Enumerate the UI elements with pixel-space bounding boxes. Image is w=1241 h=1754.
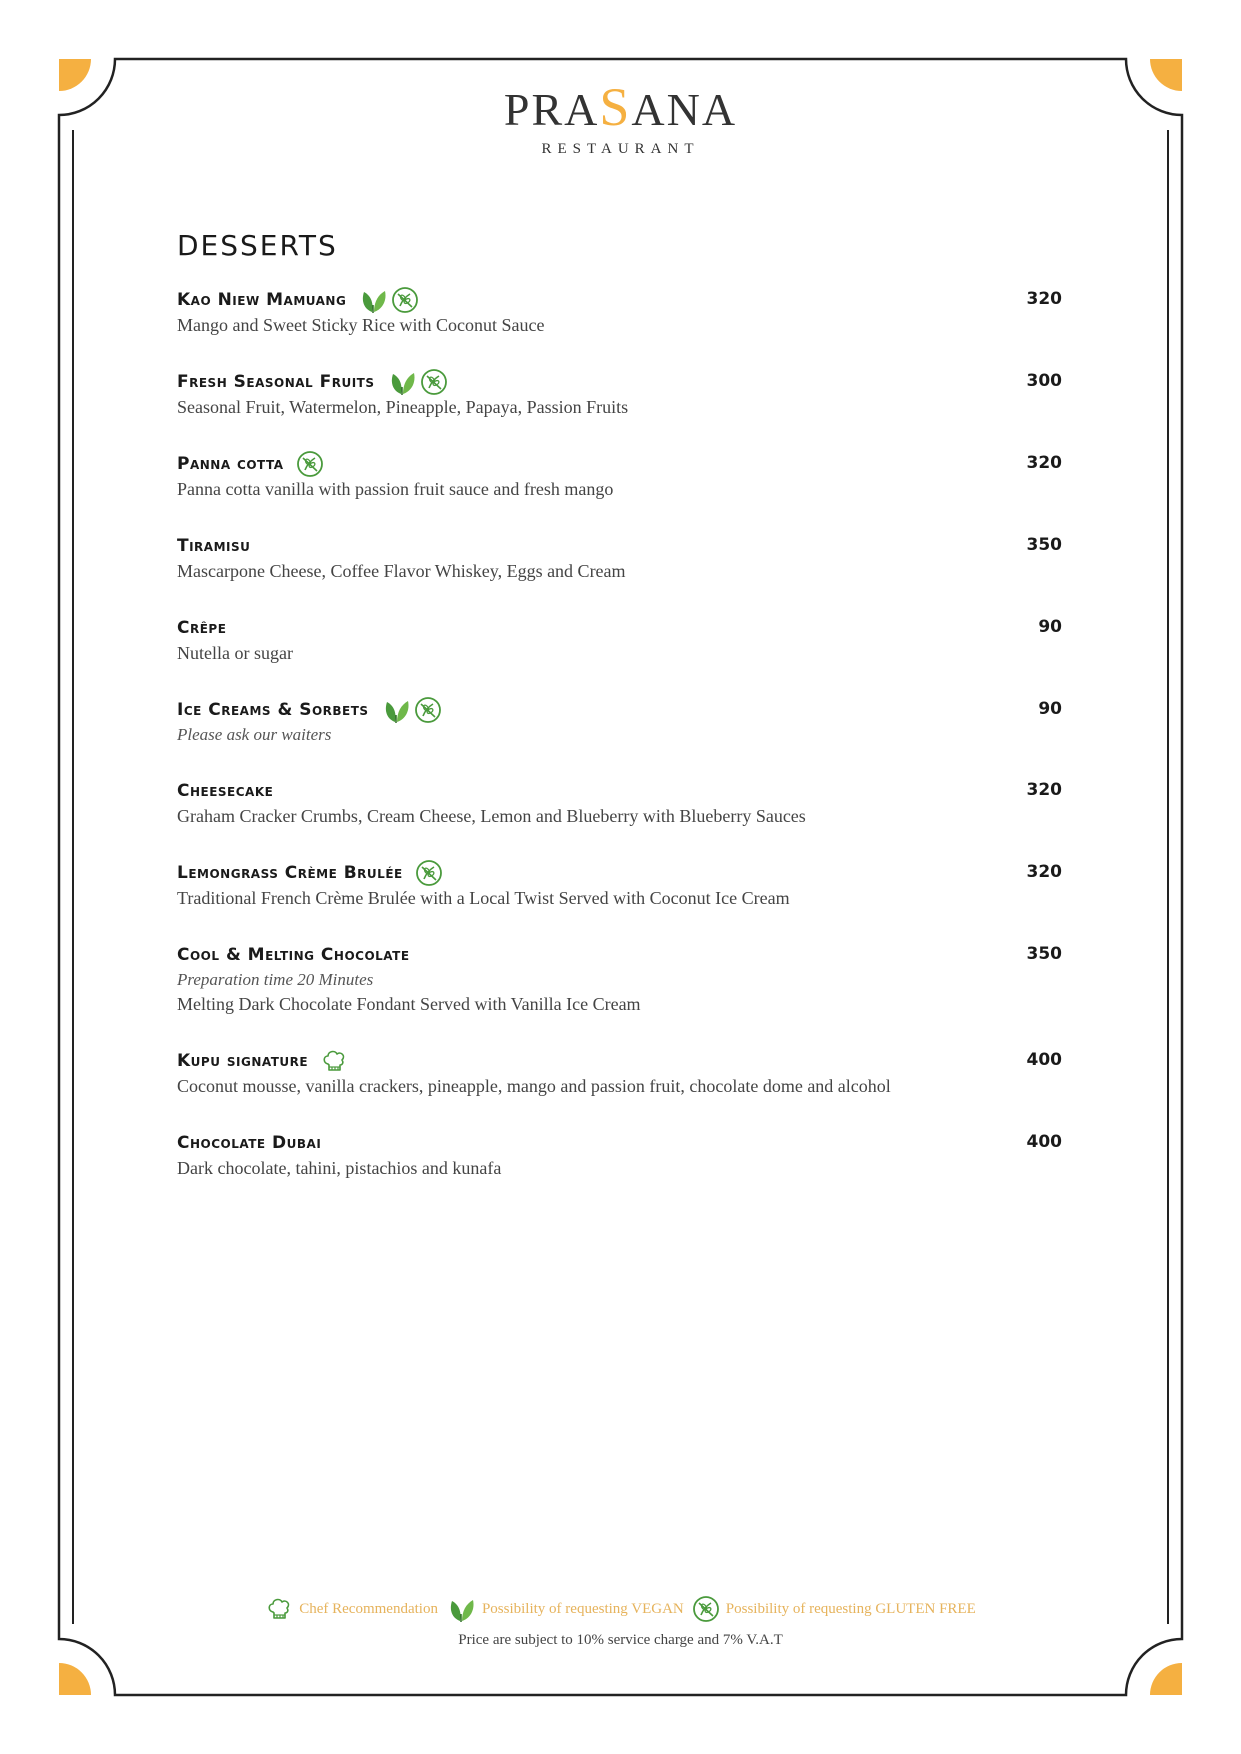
logo-subtitle: RESTAURANT [541,141,700,157]
menu-item-price: 90 [1038,699,1062,719]
menu-item-description: Panna cotta vanilla with passion fruit sauce and fresh mango [177,479,614,499]
menu-item-price: 320 [1026,780,1062,800]
menu-item-header [177,369,1062,395]
logo-part2: ANA [631,84,738,135]
legend-entry [265,1595,438,1623]
menu-item [177,697,1062,747]
menu-item-name: Lemongrass Crème Brulée [177,863,403,883]
menu-item-price: 320 [1026,862,1062,882]
service-charge-note: Price are subject to 10% service charge and 7% V.A.T [458,1632,783,1648]
chef-hat-icon [320,1047,348,1075]
menu-item-name: Panna cotta [177,454,284,474]
menu-item-icons [381,695,442,725]
legend-label: Possibility of requesting GLUTEN FREE [725,1600,976,1617]
restaurant-logo [0,77,1241,158]
menu-item-price: 320 [1026,453,1062,473]
logo-part1: PRA [503,84,600,135]
menu-item-description: Traditional French Crème Brulée with a Local Twist Served with Coconut Ice Cream [177,888,790,908]
gluten-free-icon [296,450,324,478]
menu-item-description: Coconut mousse, vanilla crackers, pineapple, mango and passion fruit, chocolate dome and alcohol [177,1076,891,1096]
menu-item-name: Crêpe [177,618,227,638]
menu-item-name: Fresh Seasonal Fruits [177,372,375,392]
menu-item [177,1048,1062,1099]
vegan-leaf-icon [446,1594,476,1624]
menu-item-header [177,1048,1062,1074]
menu-item-header [177,697,1062,723]
legend-label: Chef Recommendation [299,1600,438,1617]
menu-item-name: Kupu signature [177,1051,309,1071]
gluten-free-icon [692,1595,720,1623]
menu-item-header [177,942,1062,968]
dessert-menu-list [177,287,1062,1212]
menu-item-icons [320,1047,348,1075]
menu-item-header [177,778,1062,804]
menu-item-name: Ice Creams & Sorbets [177,700,369,720]
menu-item-note: Preparation time 20 Minutes [177,970,374,989]
gluten-free-icon [391,286,419,314]
menu-item-description: Dark chocolate, tahini, pistachios and kunafa [177,1158,502,1178]
menu-item-name: Cheesecake [177,781,274,801]
menu-item-price: 350 [1026,535,1062,555]
menu-item-header [177,533,1062,559]
menu-item-header [177,1130,1062,1156]
vegan-leaf-icon [381,695,411,725]
menu-item-description: Mango and Sweet Sticky Rice with Coconut Sauce [177,315,545,335]
menu-item [177,369,1062,420]
vegan-leaf-icon [358,285,388,315]
chef-hat-icon [265,1595,293,1623]
menu-item-icons [415,859,443,887]
menu-item-header [177,451,1062,477]
menu-item-description: Graham Cracker Crumbs, Cream Cheese, Lemon and Blueberry with Blueberry Sauces [177,806,806,826]
menu-item [177,287,1062,338]
menu-item-price: 300 [1026,371,1062,391]
menu-item-name: Kao Niew Mamuang [177,290,347,310]
menu-item-name: Chocolate Dubai [177,1133,322,1153]
logo-accent-letter: S [599,77,632,137]
menu-item [177,451,1062,502]
menu-item [177,778,1062,829]
legend-entry [446,1594,684,1624]
menu-item-description: Melting Dark Chocolate Fondant Served with Vanilla Ice Cream [177,994,641,1014]
menu-item-description: Nutella or sugar [177,643,293,663]
menu-item-icons [358,285,419,315]
menu-item-price: 320 [1026,289,1062,309]
menu-item [177,860,1062,911]
menu-item-header [177,287,1062,313]
legend-entry [692,1595,976,1623]
menu-item [177,1130,1062,1181]
menu-item-description: Seasonal Fruit, Watermelon, Pineapple, Papaya, Passion Fruits [177,397,629,417]
menu-item [177,942,1062,1017]
menu-item-icons [387,367,448,397]
menu-item-price: 90 [1038,617,1062,637]
logo-wordmark [0,77,1241,137]
menu-item-price: 350 [1026,944,1062,964]
menu-item-name: Cool & Melting Chocolate [177,945,410,965]
menu-item-note: Please ask our waiters [177,725,332,744]
menu-item [177,615,1062,666]
menu-item-icons [296,450,324,478]
menu-item-price: 400 [1026,1132,1062,1152]
icon-legend [0,1594,1241,1624]
gluten-free-icon [414,696,442,724]
menu-item-header [177,860,1062,886]
menu-item [177,533,1062,584]
section-title: DESSERTS [177,229,338,262]
gluten-free-icon [415,859,443,887]
gluten-free-icon [420,368,448,396]
legend-label: Possibility of requesting VEGAN [481,1600,684,1617]
menu-item-header [177,615,1062,641]
vegan-leaf-icon [387,367,417,397]
menu-item-price: 400 [1026,1050,1062,1070]
menu-item-description: Mascarpone Cheese, Coffee Flavor Whiskey, Eggs and Cream [177,561,626,581]
menu-item-name: Tiramisu [177,536,251,556]
